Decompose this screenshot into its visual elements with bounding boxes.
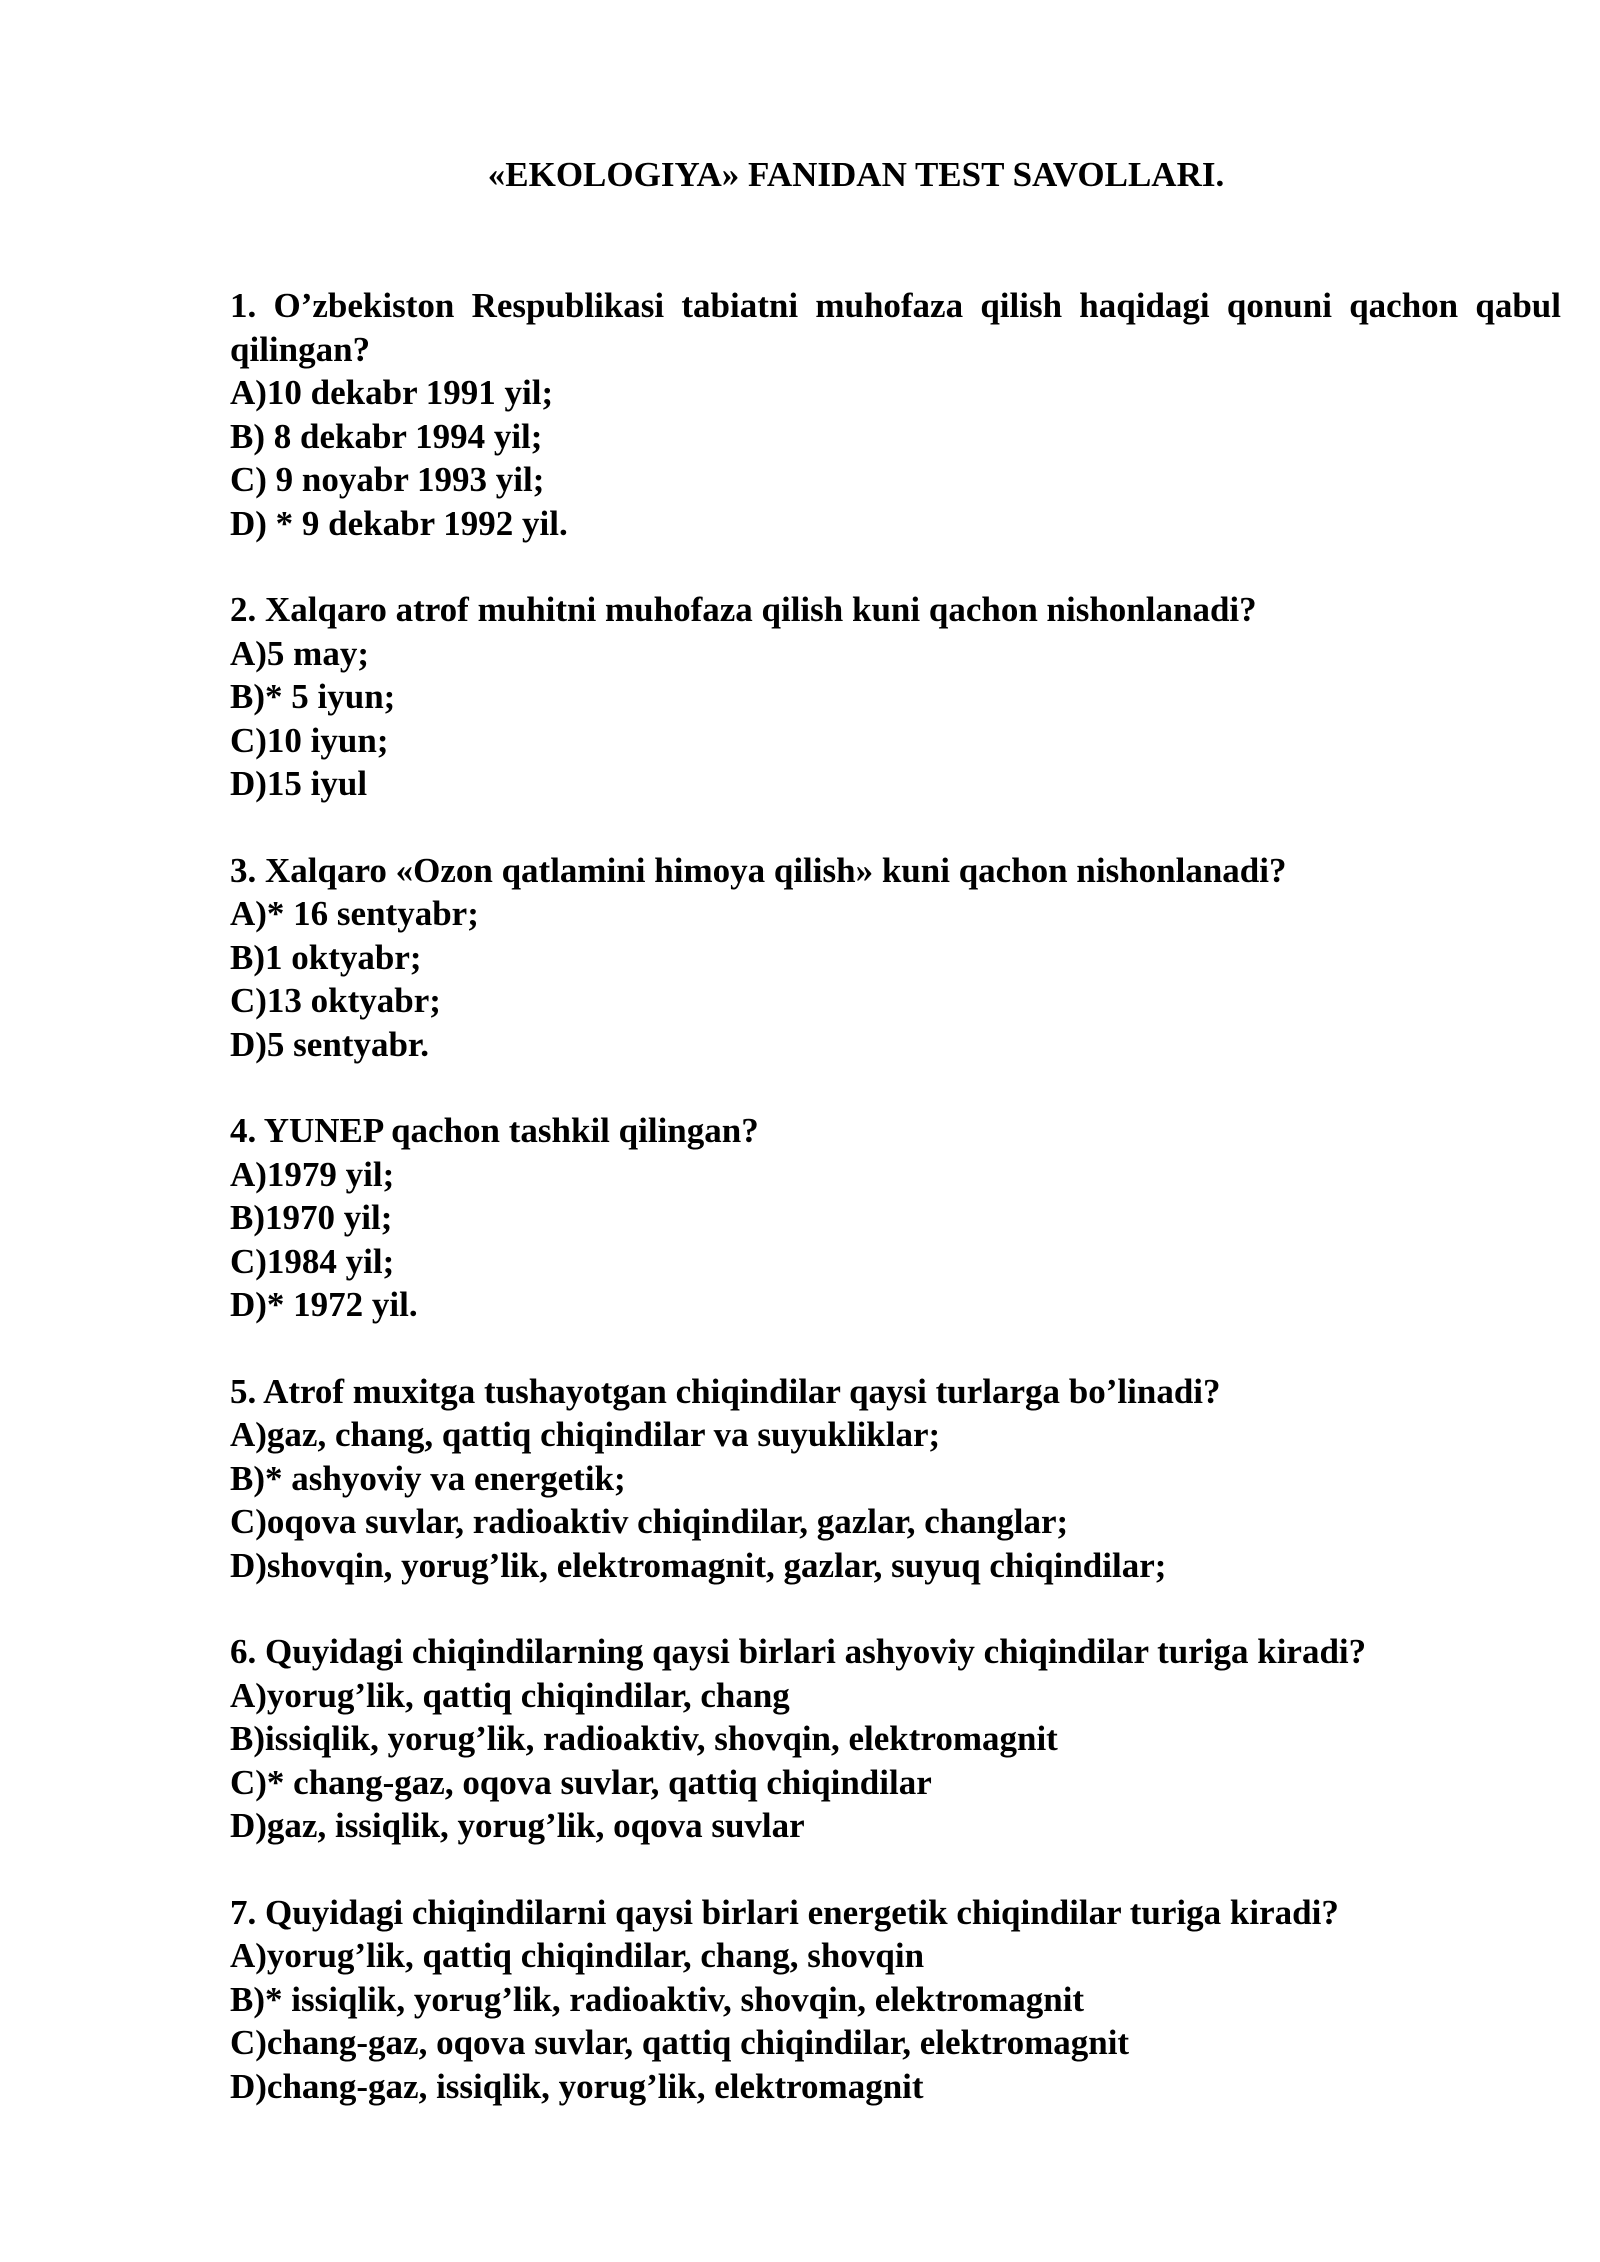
option-c: C)* chang-gaz, oqova suvlar, qattiq chiqindilar — [230, 1762, 932, 1802]
question-text: 3. Xalqaro «Ozon qatlamini himoya qilish» kuni qachon nishonlanadi? — [230, 850, 1287, 890]
question-text: 4. YUNEP qachon tashkil qilingan? — [230, 1111, 759, 1150]
option-a: A)10 dekabr 1991 yil; — [230, 373, 554, 412]
option-b: B) 8 dekabr 1994 yil; — [230, 416, 543, 456]
option-c: C)10 iyun; — [230, 720, 389, 760]
option-d: D)shovqin, yorug’lik, elektromagnit, gazlar, suyuq chiqindilar; — [230, 1545, 1167, 1585]
question-2 — [230, 588, 1561, 806]
option-c: C)13 oktyabr; — [230, 981, 441, 1020]
question-text: 5. Atrof muxitga tushayotgan chiqindilar qaysi turlarga bo’linadi? — [230, 1371, 1221, 1411]
question-4 — [230, 1109, 1561, 1327]
question-list — [230, 284, 1561, 2151]
option-b: B)* issiqlik, yorug’lik, radioaktiv, shovqin, elektromagnit — [230, 1979, 1085, 2019]
question-text: 7. Quyidagi chiqindilarni qaysi birlari energetik chiqindilar turiga kiradi? — [230, 1892, 1339, 1932]
option-d: D)* 1972 yil. — [230, 1285, 418, 1324]
option-b: B)issiqlik, yorug’lik, radioaktiv, shovqin, elektromagnit — [230, 1719, 1058, 1758]
option-c: C)1984 yil; — [230, 1241, 395, 1281]
option-d: D) * 9 dekabr 1992 yil. — [230, 503, 568, 543]
question-6 — [230, 1630, 1561, 1848]
option-c: C) 9 noyabr 1993 yil; — [230, 460, 545, 499]
option-d: D)gaz, issiqlik, yorug’lik, oqova suvlar — [230, 1806, 805, 1845]
document-title: «EKOLOGIYA» FANIDAN TEST SAVOLLARI. — [487, 155, 1225, 194]
question-text: 2. Xalqaro atrof muhitni muhofaza qilish kuni qachon nishonlanadi? — [230, 590, 1257, 629]
option-a: A)gaz, chang, qattiq chiqindilar va suyukliklar; — [230, 1415, 941, 1454]
option-a: A)* 16 sentyabr; — [230, 894, 479, 933]
question-1 — [230, 284, 1561, 545]
option-d: D)chang-gaz, issiqlik, yorug’lik, elektromagnit — [230, 2066, 924, 2106]
option-b: B)1 oktyabr; — [230, 937, 422, 977]
question-3 — [230, 849, 1561, 1067]
option-c: C)oqova suvlar, radioaktiv chiqindilar, gazlar, changlar; — [230, 1502, 1069, 1541]
option-c: C)chang-gaz, oqova suvlar, qattiq chiqindilar, elektromagnit — [230, 2023, 1130, 2062]
option-d: D)15 iyul — [230, 764, 368, 803]
question-text: 1. O’zbekiston Respublikasi tabiatni muhofaza qilish haqidagi qonuni qachon qabul qilingan? — [230, 286, 1561, 369]
option-a: A)yorug’lik, qattiq chiqindilar, chang, shovqin — [230, 1936, 925, 1975]
option-b: B)* ashyoviy va energetik; — [230, 1458, 626, 1498]
option-a: A)yorug’lik, qattiq chiqindilar, chang — [230, 1675, 790, 1715]
option-b: B)1970 yil; — [230, 1198, 393, 1237]
question-text: 6. Quyidagi chiqindilarning qaysi birlari ashyoviy chiqindilar turiga kiradi? — [230, 1632, 1367, 1671]
option-a: A)5 may; — [230, 633, 369, 673]
option-b: B)* 5 iyun; — [230, 677, 396, 716]
question-5 — [230, 1370, 1561, 1588]
question-7 — [230, 1891, 1561, 2109]
option-a: A)1979 yil; — [230, 1154, 395, 1194]
option-d: D)5 sentyabr. — [230, 1024, 429, 1064]
